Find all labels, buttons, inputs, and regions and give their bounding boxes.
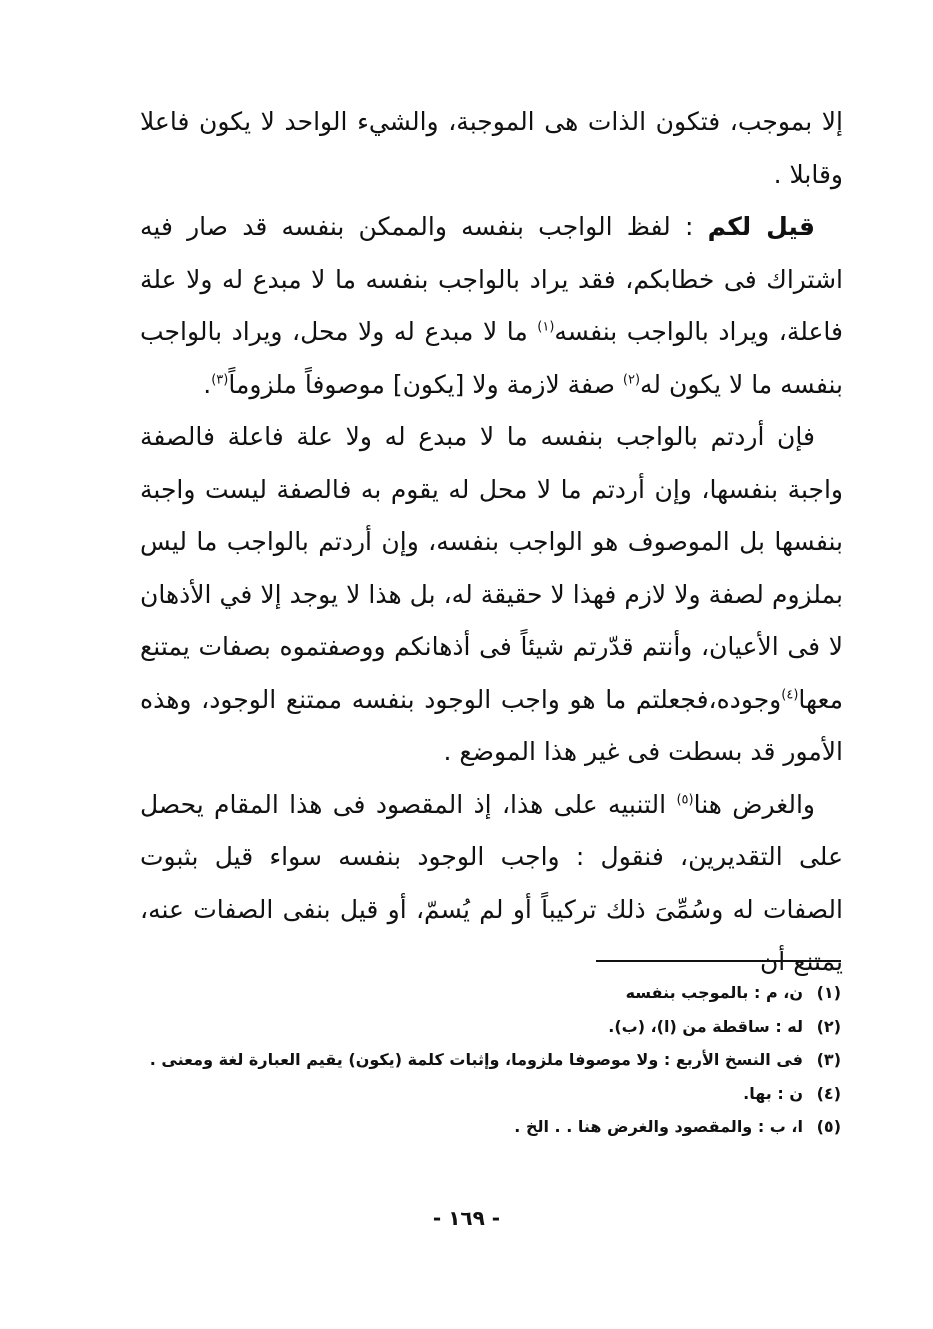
footnote-3 (141, 1043, 841, 1077)
page-number: - ١٦٩ - (432, 1206, 501, 1230)
paragraph-2-lead: قيل لكم (707, 212, 816, 241)
footnote-ref-3: (٣) (211, 372, 229, 388)
footnote-ref-2: (٢) (622, 372, 641, 388)
footnote-1 (141, 976, 841, 1010)
paragraph-2 (140, 201, 843, 411)
paragraph-3-text-2: وجوده،فجعلتم ما هو واجب الوجود بنفسه ممتنع الوجود، وهذه الأمور قد بسطت فى غير هذا الموضع . (140, 684, 843, 766)
paragraph-4 (140, 779, 843, 989)
footnote-text: ا، ب : والمقصود والغرض هنا . . الخ . (514, 1117, 803, 1136)
footnotes (141, 976, 841, 1144)
paragraph-4-text-2: التنبيه على هذا، إذ المقصود فى هذا المقام يحصل على التقديرين، فنقول : واجب الوجود بنفسه سواء قيل بثبوت الصفات له وسُمِّىَ ذلك تركيباً أو لم يُسمّ، أو قيل بنفى الصفات عنه، يمتنع أن (140, 789, 843, 976)
footnote-4 (141, 1077, 841, 1111)
footnote-number: (٥) (816, 1117, 841, 1136)
paragraph-2-text-3: صفة لازمة ولا [يكون] موصوفاً ملزوماً (228, 369, 623, 399)
footnote-number: (٣) (816, 1050, 841, 1069)
footnote-number: (١) (816, 983, 841, 1002)
paragraph-2-text-2: ما لا مبدع له ولا محل، ويراد بالواجب بنفسه ما لا يكون له (140, 317, 843, 399)
footnote-ref-1: (١) (537, 319, 555, 335)
paragraph-2-text-1: : لفظ الواجب بنفسه والممكن بنفسه قد صار فيه اشتراك فى خطابكم، فقد يراد بالواجب بنفسه ما لا مبدع له ولا علة فاعلة، ويراد بالواجب بنفسه (140, 212, 843, 346)
footnote-5 (141, 1110, 841, 1144)
paragraph-3-text-1: فإن أردتم بالواجب بنفسه ما لا مبدع له ولا علة فاعلة فالصفة واجبة بنفسها، وإن أردتم ما لا محل له يقوم به فالصفة ليست واجبة بنفسها بل الموصوف هو الواجب بنفسه، وإن أردتم بالواجب ما ليس بملزوم لصفة ولا لازم فهذا لا حقيقة له، بل هذا لا يوجد إلا في الأذهان لا فى الأعيان، وأنتم قدّرتم شيئاً فى أذهانكم ووصفتموه بصفات يمتنع معها (140, 422, 843, 714)
paragraph-2-text-4: . (203, 369, 212, 399)
footnote-2 (141, 1010, 841, 1044)
footnote-number: (٤) (816, 1083, 841, 1103)
paragraph-4-text-1: والغرض هنا (693, 789, 815, 819)
main-text (140, 96, 843, 989)
footnote-text: ن : بها. (743, 1083, 803, 1103)
footnote-ref-5: (٥) (676, 792, 694, 808)
footnote-text: له : ساقطة من (ا)، (ب). (608, 1016, 803, 1036)
paragraph-1: إلا بموجب، فتكون الذات هى الموجبة، والشيء الواحد لا يكون فاعلا وقابلا . (140, 107, 843, 189)
footnote-number: (٢) (816, 1016, 841, 1036)
footnote-separator (596, 960, 841, 962)
footnote-ref-4: (٤) (781, 687, 799, 703)
paragraph-3 (140, 411, 843, 779)
footnote-text: فى النسخ الأربع : ولا موصوفا ملزوما، وإثبات كلمة (يكون) يقيم العبارة لغة ومعنى . (149, 1050, 803, 1069)
footnote-text: ن، م : بالموجب بنفسه (625, 983, 803, 1002)
